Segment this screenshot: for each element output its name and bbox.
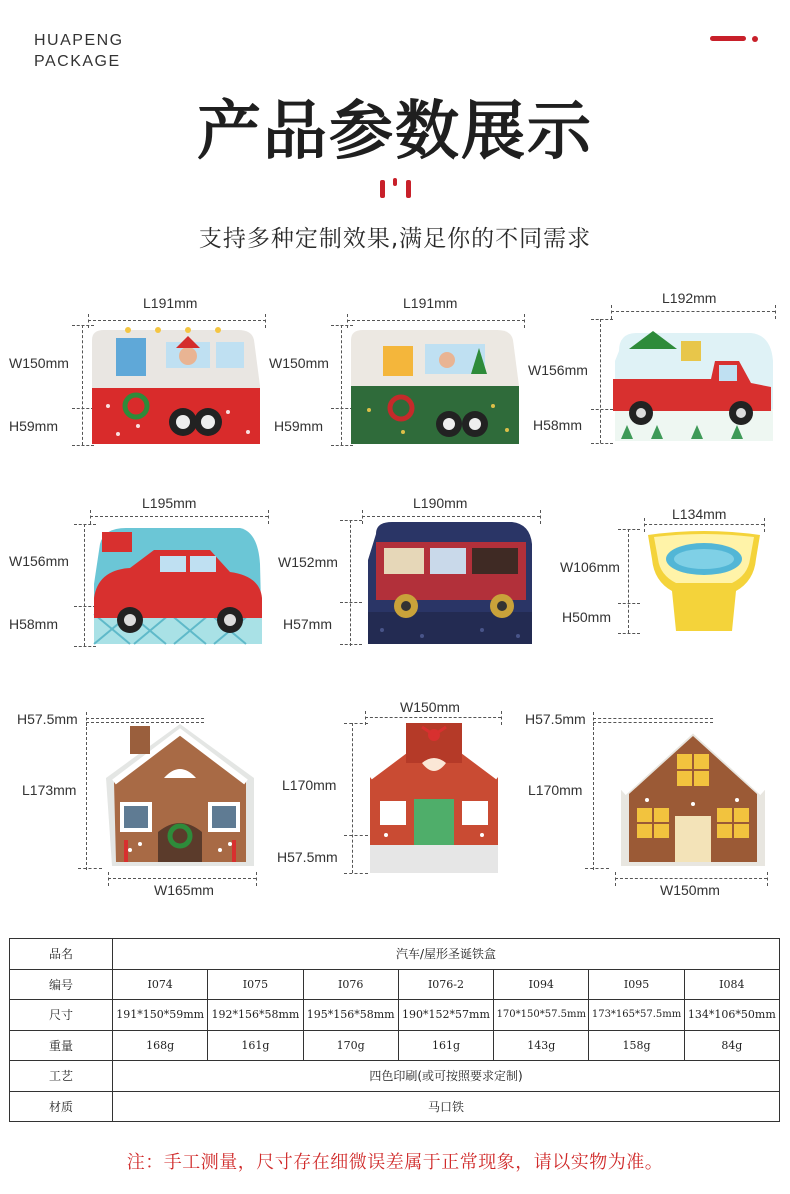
table-row [10,939,780,970]
table-row [10,1030,780,1061]
product-card [0,700,275,900]
size-cell: 190*152*57mm [398,1000,493,1031]
snow-house-tin-image [617,720,769,868]
length-label: L191mm [143,295,198,311]
product-card [0,490,275,650]
code-cell: I094 [494,969,589,1000]
size-cell: 173*165*57.5mm [589,1000,684,1031]
length-label: L192mm [662,290,717,306]
weight-cell: 161g [398,1030,493,1061]
table-row [10,969,780,1000]
width-label: W106mm [560,559,620,575]
footer-note: 注：手工测量，尺寸存在细微误差属于正常现象，请以实物为准。 [126,1152,664,1173]
height-label: H58mm [533,417,583,433]
length-label: L170mm [528,782,583,798]
width-label: W152mm [278,554,338,570]
size-cell: 170*150*57.5mm [494,1000,589,1031]
row-label-material: 材质 [10,1091,113,1122]
row-label-weight: 重量 [10,1030,113,1061]
row-label-size: 尺寸 [10,1000,113,1031]
code-cell: I084 [684,969,779,1000]
size-cell: 191*150*59mm [113,1000,208,1031]
weight-cell: 143g [494,1030,589,1061]
weight-cell: 168g [113,1030,208,1061]
gingerbread-house-tin-image [100,720,260,868]
product-card [540,495,790,640]
product-card [525,700,790,900]
width-label: W150mm [9,355,69,371]
product-card [525,285,790,450]
page-subtitle: 支持多种定制效果,满足你的不同需求 [198,226,592,252]
width-label: W150mm [660,882,720,898]
code-cell: I076 [303,969,398,1000]
red-house-tin-image [366,723,502,873]
height-label: H59mm [274,418,324,434]
red-truck-tin-image [611,321,775,443]
product-card [270,490,545,650]
width-label: W150mm [400,699,460,715]
width-label: W165mm [154,882,214,898]
green-camper-tin-image [347,326,525,446]
weight-cell: 170g [303,1030,398,1061]
code-cell: I074 [113,969,208,1000]
title-divider-icon [376,178,416,200]
code-cell: I076-2 [398,969,493,1000]
page-title: 产品参数展示 [197,95,593,169]
table-row [10,1000,780,1031]
row-label-code: 编号 [10,969,113,1000]
height-label: H59mm [9,418,59,434]
height-label: H57mm [283,616,333,632]
product-name-cell: 汽车/屋形圣诞铁盒 [113,939,780,970]
table-row [10,1061,780,1092]
height-label: H57.5mm [525,711,586,727]
length-label: L195mm [142,495,197,511]
decorative-bar-icon [710,35,758,43]
material-cell: 马口铁 [113,1091,780,1122]
length-label: L173mm [22,782,77,798]
brand-line-2: PACKAGE [34,53,121,70]
height-label: H50mm [562,609,612,625]
row-label-name: 品名 [10,939,113,970]
weight-cell: 84g [684,1030,779,1061]
width-label: W156mm [528,362,588,378]
size-cell: 195*156*58mm [303,1000,398,1031]
craft-cell: 四色印刷(或可按照要求定制) [113,1061,780,1092]
navy-bus-tin-image [362,520,540,646]
brand-logo [34,30,124,72]
table-row [10,1091,780,1122]
brand-line-1: HUAPENG [34,32,124,49]
size-cell: 192*156*58mm [208,1000,303,1031]
red-camper-tin-image [88,326,266,446]
width-label: W150mm [269,355,329,371]
weight-cell: 161g [208,1030,303,1061]
red-car-tin-image [90,524,268,646]
weight-cell: 158g [589,1030,684,1061]
spec-table [9,938,780,1122]
height-label: H57.5mm [17,711,78,727]
length-label: L191mm [403,295,458,311]
code-cell: I095 [589,969,684,1000]
size-cell: 134*106*50mm [684,1000,779,1031]
product-card [0,290,270,450]
length-label: L190mm [413,495,468,511]
row-label-craft: 工艺 [10,1061,113,1092]
length-label: L170mm [282,777,337,793]
width-label: W156mm [9,553,69,569]
product-card [270,695,540,880]
height-label: H57.5mm [277,849,338,865]
yellow-bag-tin-image [644,529,764,633]
code-cell: I075 [208,969,303,1000]
height-label: H58mm [9,616,59,632]
length-label: L134mm [672,506,727,522]
product-card [265,290,535,450]
